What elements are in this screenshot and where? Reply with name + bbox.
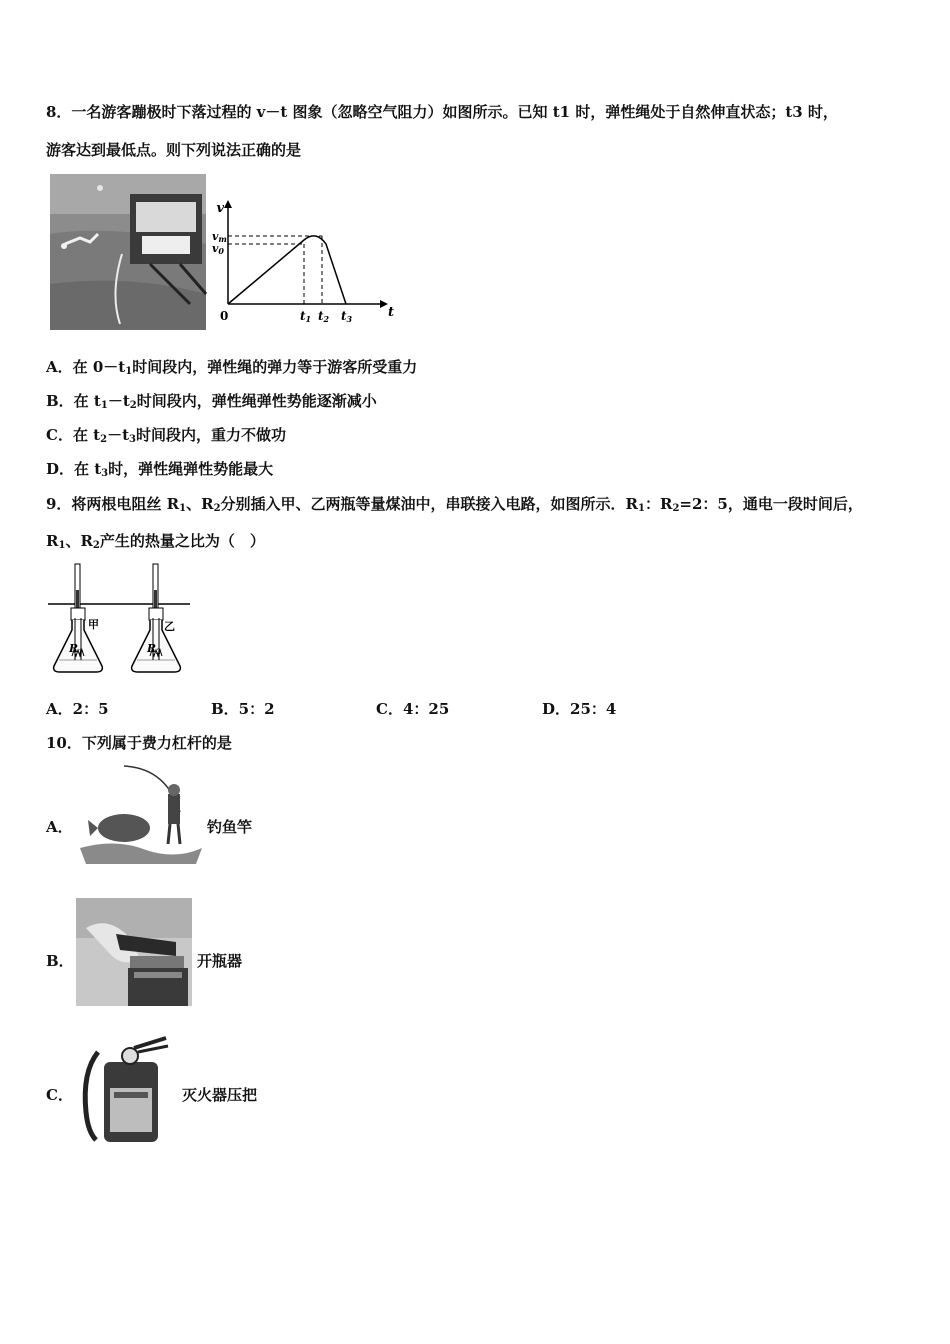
q10-option-c-letter: C． (46, 1086, 73, 1104)
q10-stem: 10．下列属于费力杠杆的是 (46, 734, 232, 752)
q10-option-a-letter: A． (46, 818, 73, 836)
flask-jia (54, 564, 103, 672)
q8-option-d: D．在 $t_3$时，弹性绳弹性势能最大 (46, 460, 274, 479)
q9-option-d: D．25：4 (542, 700, 617, 718)
q8-stem-line1: 8．一名游客蹦极时下落过程的 v－t 图象（忽略空气阻力）如图所示。已知 t1 时，弹性绳处于自然伸直状态；t3 时， (46, 103, 838, 121)
t1-label: t1 (300, 309, 312, 324)
t-axis-label: t (388, 305, 395, 320)
q8-stem-line2: 游客达到最低点。则下列说法正确的是 (46, 141, 302, 159)
fishing-rod-image (76, 764, 206, 868)
vt-graph (212, 196, 395, 326)
q9-stem-line2: $R_1$、$R_2$产生的热量之比为（ ） (46, 532, 265, 551)
r2-label: R2 (147, 642, 162, 656)
bungee-photo (50, 174, 206, 330)
origin-label: 0 (220, 309, 229, 323)
flask-yi (132, 564, 181, 672)
r1-label: R1 (69, 642, 84, 656)
q9-stem-line1: 9．将两根电阻丝 $R_1$、$R_2$分别插入甲、乙两瓶等量煤油中，串联接入电路，如图所示．$R_1$：$R_2=2$：5，通电一段时间后， (46, 495, 863, 514)
flask-jia-label: 甲 (88, 618, 99, 631)
flasks-diagram (44, 560, 194, 680)
q10-option-b-letter: B． (46, 952, 74, 970)
q9-option-b: B．5：2 (211, 700, 275, 718)
q9-option-c: C．4：25 (376, 700, 450, 718)
q10-option-a-text: 钓鱼竿 (207, 818, 253, 836)
vm-label: vm (212, 230, 227, 244)
v-axis-label: v (216, 201, 224, 216)
q9-option-a: A．2：5 (46, 700, 109, 718)
velocity-curve (228, 236, 346, 304)
q10-option-b-text: 开瓶器 (197, 952, 243, 970)
bottle-opener-image (76, 898, 192, 1006)
t3-label: t3 (341, 309, 353, 324)
fire-extinguisher-image (78, 1032, 172, 1142)
q8-option-a: A．在 $0-t_1$时间段内，弹性绳的弹力等于游客所受重力 (46, 358, 418, 377)
q8-option-b: B．在 $t_1-t_2$时间段内，弹性绳弹性势能逐渐减小 (46, 392, 377, 411)
q10-option-c-text: 灭火器压把 (182, 1086, 258, 1104)
t2-label: t2 (318, 309, 330, 324)
v0-label: v0 (212, 242, 224, 256)
q8-option-c: C．在 $t_2-t_3$时间段内，重力不做功 (46, 426, 286, 445)
flask-yi-label: 乙 (164, 620, 175, 633)
